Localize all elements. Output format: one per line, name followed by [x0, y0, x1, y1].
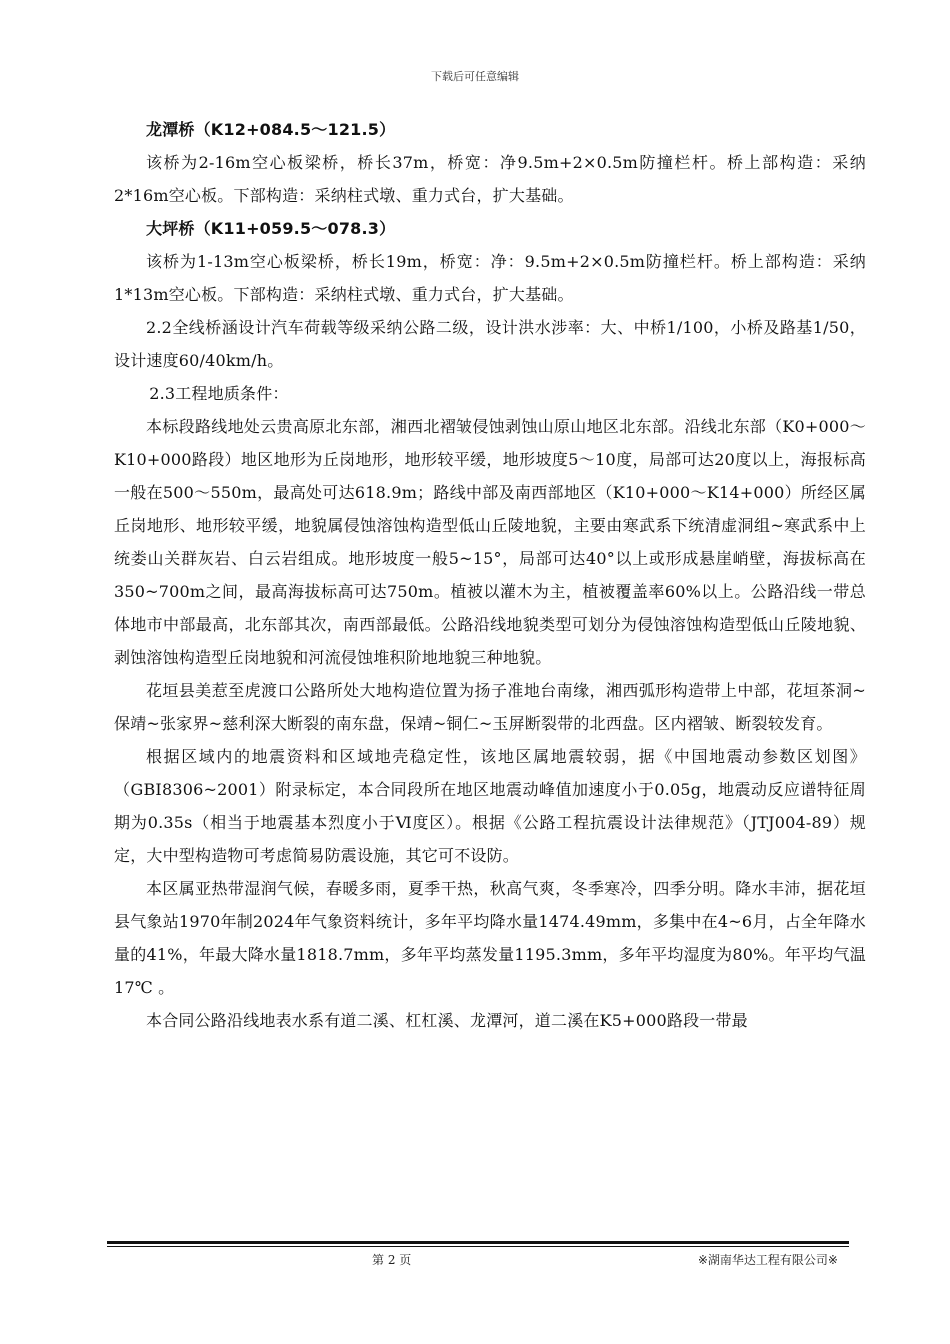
bridge-heading-daping: 大坪桥（K11+059.5～078.3）	[146, 219, 396, 238]
paragraph-water-system: 本合同公路沿线地表水系有道二溪、杠杠溪、龙潭河，道二溪在K5+000路段一带最	[146, 1011, 748, 1030]
footer-divider-thick	[107, 1241, 849, 1244]
paragraph-daping-bridge: 该桥为1-13m空心板梁桥，桥长19m，桥宽：净：9.5m+2×0.5m防撞栏杆。桥上部构造：采纳1*13m空心板。下部构造：采纳柱式墩、重力式台，扩大基础。	[114, 252, 866, 304]
paragraph-terrain: 本标段路线地处云贵高原北东部，湘西北褶皱侵蚀剥蚀山原山地区北东部。沿线北东部（K0+000～K10+000路段）地区地形为丘岗地形，地形较平缓，地形坡度5～10度，局部可达20度以上，海报标高一般在500～550m，最高处可达618.9m；路线中部及南西部地区（K10+000～K14+000）所经区属丘岗地形、地形较平缓，地貌属侵蚀溶蚀构造型低山丘陵地貌，主要由寒武系下统清虚洞组~寒武系中上统娄山关群灰岩、白云岩组成。地形坡度一般5~15°，局部可达40°以上或形成悬崖峭壁，海拔标高在350~700m之间，最高海拔标高可达750m。植被以灌木为主，植被覆盖率60%以上。公路沿线一带总体地市中部最高，北东部其次，南西部最低。公路沿线地貌类型可划分为侵蚀溶蚀构造型低山丘陵地貌、剥蚀溶蚀构造型丘岗地貌和河流侵蚀堆积阶地地貌三种地貌。	[114, 417, 866, 667]
footer-divider-thin	[107, 1246, 849, 1247]
page-number: 第 2 页	[372, 1253, 412, 1267]
paragraph-longtan-bridge: 该桥为2-16m空心板梁桥，桥长37m，桥宽：净9.5m+2×0.5m防撞栏杆。桥上部构造：采纳2*16m空心板。下部构造：采纳柱式墩、重力式台，扩大基础。	[114, 153, 866, 205]
paragraph-tectonics: 花垣县美惹至虎渡口公路所处大地构造位置为扬子准地台南缘，湘西弧形构造带上中部，花垣茶洞~保靖~张家界~慈利深大断裂的南东盘，保靖~铜仁~玉屏断裂带的北西盘。区内褶皱、断裂较发育。	[114, 681, 866, 733]
paragraph-seismic: 根据区域内的地震资料和区域地壳稳定性，该地区属地震较弱，据《中国地震动参数区划图》（GBI8306~2001）附录标定，本合同段所在地区地震动峰值加速度小于0.05g，地震动反应谱特征周期为0.35s（相当于地震基本烈度小于Ⅵ度区）。根据《公路工程抗震设计法律规范》（JTJ004-89）规定，大中型构造物可考虑简易防震设施，其它可不设防。	[114, 747, 866, 865]
document-body	[114, 113, 866, 1037]
bridge-heading-longtan: 龙潭桥（K12+084.5～121.5）	[146, 120, 396, 139]
section-heading-geology: 2.3工程地质条件：	[149, 384, 289, 403]
company-name: ※湖南华达工程有限公司※	[697, 1253, 838, 1267]
page-header: 下载后可任意编辑	[431, 70, 519, 83]
paragraph-climate: 本区属亚热带湿润气候，春暖多雨，夏季干热，秋高气爽，冬季寒冷，四季分明。降水丰沛，据花垣县气象站1970年制2024年气象资料统计，多年平均降水量1474.49mm，多集中在4~6月，占全年降水量的41%，年最大降水量1818.7mm，多年平均蒸发量1195.3mm，多年平均湿度为80%。年平均气温17℃ 。	[114, 879, 866, 997]
paragraph-design-load: 2.2全线桥涵设计汽车荷载等级采纳公路二级，设计洪水涉率：大、中桥1/100，小桥及路基1/50，设计速度60/40km/h。	[114, 318, 866, 370]
